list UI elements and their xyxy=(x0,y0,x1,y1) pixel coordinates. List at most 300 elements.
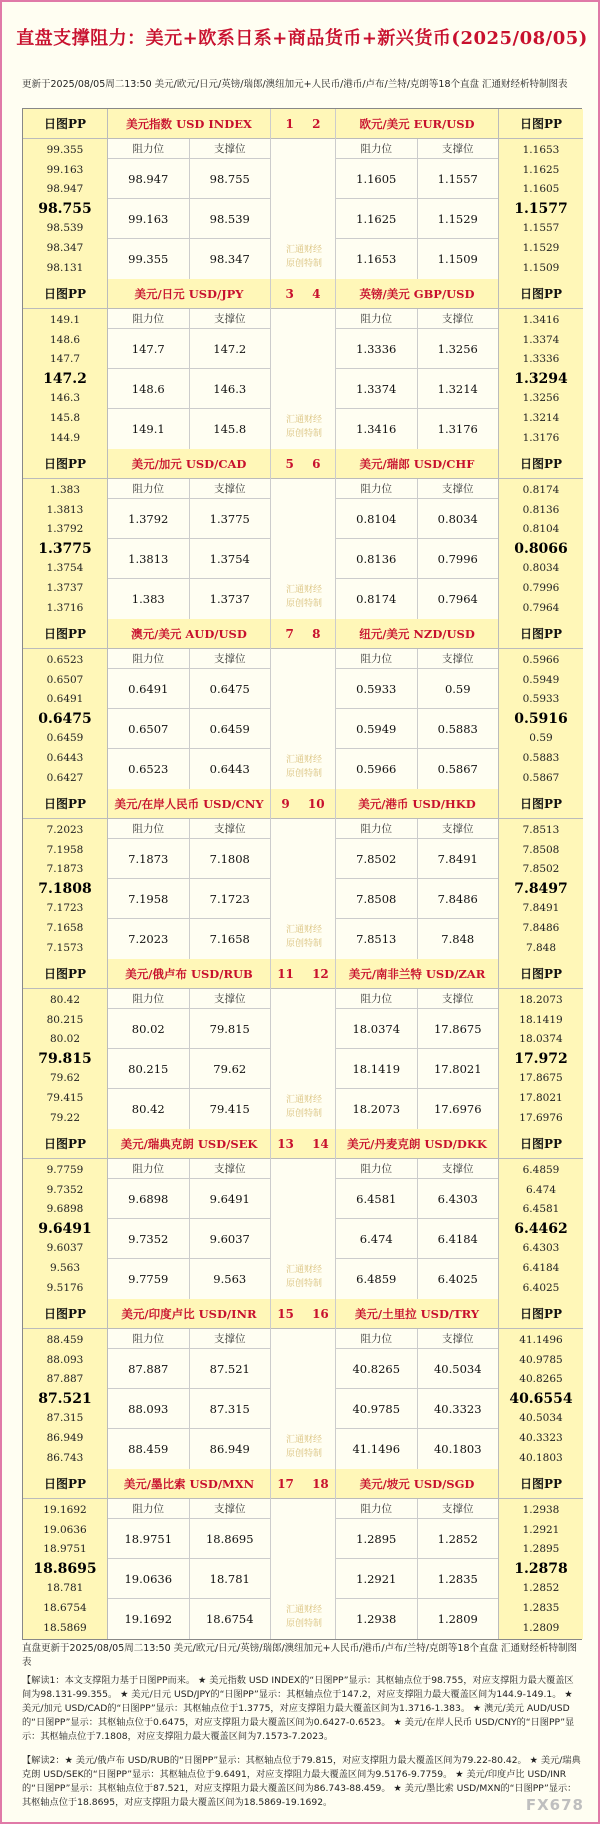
resistance-header: 阻力位 xyxy=(336,1499,418,1518)
level-row xyxy=(336,1429,498,1469)
resistance-value: 18.2073 xyxy=(336,1089,418,1129)
pivot-value: 1.3775 xyxy=(38,540,92,557)
pp-header: 日图PP xyxy=(23,959,107,989)
pair-title: 美元/日元 USD/JPY xyxy=(108,279,270,309)
support-header: 支撑位 xyxy=(442,823,474,835)
level-row xyxy=(336,749,498,789)
pivot-value: 9.6491 xyxy=(38,1220,92,1237)
resistance-value: 1.3792 xyxy=(108,499,190,538)
resistance-value: 41.1496 xyxy=(336,1429,418,1469)
pp-level: 18.0374 xyxy=(519,1033,563,1046)
resistance-header: 阻力位 xyxy=(108,1499,190,1518)
pair-title: 美元/墨比索 USD/MXN xyxy=(108,1469,270,1499)
support-value: 1.3737 xyxy=(209,592,250,606)
left-pair-panel xyxy=(108,1299,270,1469)
pivot-value: 18.8695 xyxy=(33,1560,97,1577)
resistance-value: 1.383 xyxy=(108,579,190,619)
level-row xyxy=(336,1219,498,1259)
left-pair-panel xyxy=(108,789,270,959)
level-row xyxy=(108,239,270,279)
resistance-value: 40.9785 xyxy=(336,1389,418,1428)
right-pair-panel xyxy=(336,279,498,449)
resistance-value: 0.8136 xyxy=(336,539,418,578)
pp-level: 98.131 xyxy=(46,261,84,274)
pp-header: 日图PP xyxy=(499,959,583,989)
pair-numbers: 15 16 xyxy=(271,1299,335,1329)
level-row xyxy=(336,1559,498,1599)
pp-level: 18.9751 xyxy=(43,1543,87,1556)
support-header: 支撑位 xyxy=(214,823,246,835)
pp-level: 7.8502 xyxy=(522,863,560,876)
pp-level: 7.8486 xyxy=(522,921,560,934)
pp-level: 7.8513 xyxy=(522,824,560,836)
pp-level: 7.1873 xyxy=(46,863,84,876)
watermark-text: 汇通财经 原创特制 xyxy=(285,925,322,949)
pp-header: 日图PP xyxy=(499,109,583,139)
index-column xyxy=(270,279,336,449)
resistance-value: 80.02 xyxy=(108,1009,190,1048)
support-value: 1.3754 xyxy=(209,552,250,566)
resistance-value: 87.887 xyxy=(108,1349,190,1388)
pp-level: 18.5869 xyxy=(43,1621,87,1634)
pp-level: 0.7964 xyxy=(522,601,560,614)
pp-level: 0.8174 xyxy=(522,484,560,496)
level-row xyxy=(336,839,498,879)
support-header: 支撑位 xyxy=(442,143,474,155)
pair-numbers: 17 18 xyxy=(271,1469,335,1499)
pp-level: 19.0636 xyxy=(43,1523,87,1536)
right-pp-column xyxy=(498,619,583,789)
resistance-header: 阻力位 xyxy=(336,1329,418,1348)
pp-level: 149.1 xyxy=(49,314,81,326)
support-value: 40.3323 xyxy=(433,1402,482,1416)
resistance-value: 18.0374 xyxy=(336,1009,418,1048)
pp-level: 7.1723 xyxy=(46,902,84,915)
pp-level: 1.2852 xyxy=(522,1582,560,1595)
pp-level: 145.8 xyxy=(49,411,81,424)
resistance-header: 阻力位 xyxy=(336,989,418,1008)
level-row xyxy=(108,199,270,239)
resistance-value: 80.42 xyxy=(108,1089,190,1129)
pp-level: 1.2938 xyxy=(522,1504,560,1516)
pp-level: 7.848 xyxy=(525,941,557,954)
pp-level: 40.1803 xyxy=(519,1451,563,1464)
pivot-value: 0.8066 xyxy=(514,540,568,557)
pp-level: 0.5883 xyxy=(522,751,560,764)
resistance-value: 0.8104 xyxy=(336,499,418,538)
support-header: 支撑位 xyxy=(214,1503,246,1515)
pp-header: 日图PP xyxy=(499,279,583,309)
pp-level: 40.9785 xyxy=(519,1353,563,1366)
pp-header: 日图PP xyxy=(499,449,583,479)
pp-level: 80.215 xyxy=(46,1013,84,1026)
resistance-value: 40.8265 xyxy=(336,1349,418,1388)
support-value: 87.315 xyxy=(209,1402,250,1416)
resistance-header: 阻力位 xyxy=(108,649,190,668)
support-value: 18.781 xyxy=(209,1572,250,1586)
pp-level: 40.5034 xyxy=(519,1412,563,1425)
right-pair-panel xyxy=(336,1469,498,1639)
pp-level: 98.539 xyxy=(46,222,84,235)
resistance-value: 1.1653 xyxy=(336,239,418,279)
resistance-value: 147.7 xyxy=(108,329,190,368)
pp-level: 6.4303 xyxy=(522,1242,560,1255)
pp-header: 日图PP xyxy=(499,1299,583,1329)
pp-level: 9.5176 xyxy=(46,1281,84,1294)
support-value: 1.3214 xyxy=(437,382,478,396)
resistance-header: 阻力位 xyxy=(336,309,418,328)
right-pair-panel xyxy=(336,1299,498,1469)
pp-level: 0.6491 xyxy=(46,693,84,706)
pivot-value: 1.2878 xyxy=(514,1560,568,1577)
support-value: 79.815 xyxy=(209,1022,250,1036)
resistance-value: 0.5933 xyxy=(336,669,418,708)
left-pp-column xyxy=(23,109,108,279)
level-row xyxy=(108,159,270,199)
support-value: 0.6443 xyxy=(209,762,250,776)
pp-level: 1.3336 xyxy=(522,353,560,366)
level-row xyxy=(336,239,498,279)
support-header: 支撑位 xyxy=(442,653,474,665)
pivot-grid xyxy=(22,108,582,1640)
resistance-value: 148.6 xyxy=(108,369,190,408)
resistance-value: 88.459 xyxy=(108,1429,190,1469)
support-value: 0.5883 xyxy=(437,722,478,736)
support-value: 7.1723 xyxy=(209,892,250,906)
pp-level: 6.474 xyxy=(525,1183,557,1196)
pp-level: 86.949 xyxy=(46,1431,84,1444)
support-value: 18.8695 xyxy=(205,1532,254,1546)
level-row xyxy=(108,1089,270,1129)
pp-level: 9.7352 xyxy=(46,1183,84,1196)
level-row xyxy=(108,539,270,579)
pair-title: 美元/在岸人民币 USD/CNY xyxy=(108,789,270,819)
support-header: 支撑位 xyxy=(442,1503,474,1515)
level-row xyxy=(108,1389,270,1429)
watermark-text: 汇通财经 原创特制 xyxy=(285,585,322,609)
resistance-header: 阻力位 xyxy=(336,479,418,498)
pp-header: 日图PP xyxy=(23,109,107,139)
resistance-value: 99.355 xyxy=(108,239,190,279)
pp-level: 7.1658 xyxy=(46,921,84,934)
support-value: 0.59 xyxy=(444,682,471,696)
resistance-value: 0.5966 xyxy=(336,749,418,789)
level-row xyxy=(336,669,498,709)
pp-level: 0.8136 xyxy=(522,503,560,516)
support-value: 0.8034 xyxy=(437,512,478,526)
support-header: 支撑位 xyxy=(214,143,246,155)
right-pp-column xyxy=(498,1129,583,1299)
pp-level: 1.1557 xyxy=(522,222,560,235)
level-row xyxy=(336,579,498,619)
support-header: 支撑位 xyxy=(214,1333,246,1345)
level-row xyxy=(108,1259,270,1299)
pp-level: 7.2023 xyxy=(46,824,84,836)
pp-level: 0.6443 xyxy=(46,751,84,764)
pair-title: 美元/瑞郎 USD/CHF xyxy=(336,449,498,479)
pp-level: 6.4859 xyxy=(522,1164,560,1176)
pp-level: 1.3813 xyxy=(46,503,84,516)
support-value: 1.1557 xyxy=(437,172,478,186)
pp-level: 18.1419 xyxy=(519,1013,563,1026)
pp-level: 40.8265 xyxy=(519,1373,563,1386)
level-row xyxy=(108,1429,270,1469)
pair-numbers: 9 10 xyxy=(271,789,335,819)
resistance-value: 7.1958 xyxy=(108,879,190,918)
resistance-header: 阻力位 xyxy=(108,479,190,498)
resistance-value: 1.2921 xyxy=(336,1559,418,1598)
index-column xyxy=(270,449,336,619)
pp-level: 79.62 xyxy=(49,1072,81,1085)
right-pair-panel xyxy=(336,789,498,959)
pp-level: 0.8034 xyxy=(522,562,560,575)
resistance-value: 9.7759 xyxy=(108,1259,190,1299)
pivot-value: 17.972 xyxy=(514,1050,568,1067)
pair-block xyxy=(23,279,581,449)
support-value: 6.4303 xyxy=(437,1192,478,1206)
resistance-header: 阻力位 xyxy=(108,989,190,1008)
pair-title: 美元/土里拉 USD/TRY xyxy=(336,1299,498,1329)
resistance-value: 19.0636 xyxy=(108,1559,190,1598)
left-pp-column xyxy=(23,279,108,449)
pivot-value: 0.5916 xyxy=(514,710,568,727)
pp-level: 1.1509 xyxy=(522,261,560,274)
resistance-header: 阻力位 xyxy=(336,139,418,158)
pp-level: 6.4581 xyxy=(522,1203,560,1216)
resistance-value: 9.6898 xyxy=(108,1179,190,1218)
pp-level: 19.1692 xyxy=(43,1504,87,1516)
resistance-value: 18.9751 xyxy=(108,1519,190,1558)
support-value: 98.347 xyxy=(209,252,250,266)
brand-watermark: FX678 xyxy=(525,1796,584,1814)
pp-level: 7.8491 xyxy=(522,902,560,915)
pp-level: 17.8675 xyxy=(519,1072,563,1085)
right-pp-column xyxy=(498,789,583,959)
pair-numbers: 5 6 xyxy=(271,449,335,479)
index-column xyxy=(270,789,336,959)
pp-level: 1.3716 xyxy=(46,601,84,614)
pp-level: 17.6976 xyxy=(519,1111,563,1124)
resistance-header: 阻力位 xyxy=(108,139,190,158)
support-value: 1.2809 xyxy=(437,1612,478,1626)
resistance-header: 阻力位 xyxy=(108,1329,190,1348)
support-value: 18.6754 xyxy=(205,1612,254,1626)
support-value: 0.7996 xyxy=(437,552,478,566)
resistance-value: 88.093 xyxy=(108,1389,190,1428)
page-title: 直盘支撑阻力：美元+欧系日系+商品货币+新兴货币(2025/08/05) xyxy=(16,28,588,49)
left-pair-panel xyxy=(108,449,270,619)
pp-level: 1.2895 xyxy=(522,1543,560,1556)
pp-level: 1.383 xyxy=(49,484,81,496)
pp-level: 80.42 xyxy=(49,994,81,1006)
support-value: 0.6459 xyxy=(209,722,250,736)
level-row xyxy=(336,1389,498,1429)
right-pair-panel xyxy=(336,959,498,1129)
resistance-value: 1.3336 xyxy=(336,329,418,368)
level-row xyxy=(108,669,270,709)
left-pp-column xyxy=(23,619,108,789)
pp-level: 1.3792 xyxy=(46,523,84,536)
pp-level: 1.1605 xyxy=(522,183,560,196)
watermark-text: 汇通财经 原创特制 xyxy=(285,245,322,269)
level-row xyxy=(336,369,498,409)
pp-level: 1.3416 xyxy=(522,314,560,326)
resistance-value: 1.3416 xyxy=(336,409,418,449)
level-row xyxy=(336,1089,498,1129)
right-pp-column xyxy=(498,279,583,449)
pp-level: 0.8104 xyxy=(522,523,560,536)
support-value: 87.521 xyxy=(209,1362,250,1376)
pp-level: 0.5966 xyxy=(522,654,560,666)
pair-block xyxy=(23,1129,581,1299)
pair-title: 纽元/美元 NZD/USD xyxy=(336,619,498,649)
pp-level: 1.1653 xyxy=(522,144,560,156)
pair-numbers: 11 12 xyxy=(271,959,335,989)
pivot-value: 98.755 xyxy=(38,200,92,217)
pp-level: 18.781 xyxy=(46,1582,84,1595)
resistance-header: 阻力位 xyxy=(336,1159,418,1178)
interpretation-1: 【解读1：本文支撑阻力基于日图PP而来。 ★ 美元指数 USD INDEX的“日图PP”显示：其枢轴点位于98.755，对应支撑阻力最大覆盖区间为98.131-99.355。 ★ 美元/日元 USD/JPY的“日图PP”显示：其枢轴点位于147.2，对应支撑阻力最大覆盖区间为144.9-149.1。 ★ 美元/加元 USD/CAD的“日图PP”显示：其枢轴点位于1.3775，对应支撑阻力最大覆盖区间为1.3716-1.383。 ★ 澳元/美元 AUD/USD的“日图PP”显示：其枢轴点位于0.6475，对应支撑阻力最大覆盖区间为0.6427-0.6523。 ★ 美元/在岸人民币 USD/CNY的“日图PP”显示：其枢轴点位于7.1808，对应支撑阻力最大覆盖区间为7.1573-7.2023。 xyxy=(22,1675,575,1742)
resistance-value: 7.1873 xyxy=(108,839,190,878)
resistance-value: 1.3813 xyxy=(108,539,190,578)
support-value: 147.2 xyxy=(213,342,247,356)
right-pp-column xyxy=(498,1299,583,1469)
support-value: 145.8 xyxy=(213,422,247,436)
resistance-value: 6.4859 xyxy=(336,1259,418,1299)
level-row xyxy=(336,499,498,539)
pp-level: 6.4025 xyxy=(522,1281,560,1294)
pp-level: 9.6898 xyxy=(46,1203,84,1216)
support-header: 支撑位 xyxy=(442,1333,474,1345)
resistance-value: 1.1605 xyxy=(336,159,418,198)
pp-level: 1.3737 xyxy=(46,581,84,594)
level-row xyxy=(336,1519,498,1559)
support-value: 79.415 xyxy=(209,1102,250,1116)
pp-level: 0.7996 xyxy=(522,581,560,594)
support-value: 1.3256 xyxy=(437,342,478,356)
resistance-value: 98.947 xyxy=(108,159,190,198)
right-pp-column xyxy=(498,449,583,619)
support-value: 98.539 xyxy=(209,212,250,226)
level-row xyxy=(108,1599,270,1639)
level-row xyxy=(108,749,270,789)
resistance-value: 7.2023 xyxy=(108,919,190,959)
pp-level: 41.1496 xyxy=(519,1334,563,1346)
pp-header: 日图PP xyxy=(23,1469,107,1499)
resistance-value: 1.2895 xyxy=(336,1519,418,1558)
pp-level: 79.415 xyxy=(46,1091,84,1104)
resistance-value: 0.8174 xyxy=(336,579,418,619)
level-row xyxy=(336,1009,498,1049)
level-row xyxy=(336,919,498,959)
pair-title: 美元/印度卢比 USD/INR xyxy=(108,1299,270,1329)
pp-level: 1.3176 xyxy=(522,431,560,444)
resistance-value: 7.8502 xyxy=(336,839,418,878)
level-row xyxy=(336,1259,498,1299)
support-value: 40.1803 xyxy=(433,1442,482,1456)
left-pair-panel xyxy=(108,1469,270,1639)
pair-title: 美元/俄卢布 USD/RUB xyxy=(108,959,270,989)
left-pp-column xyxy=(23,449,108,619)
resistance-value: 18.1419 xyxy=(336,1049,418,1088)
resistance-value: 6.474 xyxy=(336,1219,418,1258)
pivot-value: 7.8497 xyxy=(514,880,568,897)
left-pair-panel xyxy=(108,1129,270,1299)
level-row xyxy=(336,709,498,749)
pivot-value: 7.1808 xyxy=(38,880,92,897)
level-row xyxy=(336,409,498,449)
right-pair-panel xyxy=(336,449,498,619)
right-pp-column xyxy=(498,959,583,1129)
support-header: 支撑位 xyxy=(442,993,474,1005)
pivot-value: 79.815 xyxy=(38,1050,92,1067)
pp-header: 日图PP xyxy=(23,1129,107,1159)
support-value: 7.8491 xyxy=(437,852,478,866)
watermark-text: 汇通财经 原创特制 xyxy=(285,415,322,439)
level-row xyxy=(108,709,270,749)
pair-block xyxy=(23,109,581,279)
pivot-value: 1.1577 xyxy=(514,200,568,217)
watermark-text: 汇通财经 原创特制 xyxy=(285,1435,322,1459)
level-row xyxy=(336,329,498,369)
index-column xyxy=(270,109,336,279)
support-value: 9.563 xyxy=(213,1272,247,1286)
pp-level: 18.2073 xyxy=(519,994,563,1006)
support-value: 0.7964 xyxy=(437,592,478,606)
pivot-value: 0.6475 xyxy=(38,710,92,727)
pp-level: 148.6 xyxy=(49,333,81,346)
support-value: 1.2852 xyxy=(437,1532,478,1546)
pair-block xyxy=(23,619,581,789)
right-pair-panel xyxy=(336,619,498,789)
pp-header: 日图PP xyxy=(499,619,583,649)
pp-level: 1.1625 xyxy=(522,163,560,176)
level-row xyxy=(108,369,270,409)
pp-header: 日图PP xyxy=(23,789,107,819)
support-value: 17.8021 xyxy=(433,1062,482,1076)
pp-level: 1.2809 xyxy=(522,1621,560,1634)
pp-level: 0.6507 xyxy=(46,673,84,686)
watermark-text: 汇通财经 原创特制 xyxy=(285,755,322,779)
index-column xyxy=(270,619,336,789)
pp-level: 1.2921 xyxy=(522,1523,560,1536)
pair-block xyxy=(23,789,581,959)
support-value: 98.755 xyxy=(209,172,250,186)
pp-level: 1.3256 xyxy=(522,392,560,405)
pp-level: 99.163 xyxy=(46,163,84,176)
support-value: 1.1509 xyxy=(437,252,478,266)
pp-level: 98.347 xyxy=(46,241,84,254)
support-value: 1.3176 xyxy=(437,422,478,436)
left-pair-panel xyxy=(108,959,270,1129)
index-column xyxy=(270,1129,336,1299)
index-column xyxy=(270,1299,336,1469)
pair-numbers: 13 14 xyxy=(271,1129,335,1159)
pp-level: 99.355 xyxy=(46,144,84,156)
pair-title: 美元/加元 USD/CAD xyxy=(108,449,270,479)
pair-title: 美元/南非兰特 USD/ZAR xyxy=(336,959,498,989)
support-value: 7.1658 xyxy=(209,932,250,946)
pp-header: 日图PP xyxy=(23,1299,107,1329)
pp-header: 日图PP xyxy=(499,789,583,819)
support-value: 6.4184 xyxy=(437,1232,478,1246)
pp-level: 9.7759 xyxy=(46,1164,84,1176)
pivot-value: 6.4462 xyxy=(514,1220,568,1237)
level-row xyxy=(336,1049,498,1089)
level-row xyxy=(336,539,498,579)
support-header: 支撑位 xyxy=(214,1163,246,1175)
support-value: 1.3775 xyxy=(209,512,250,526)
